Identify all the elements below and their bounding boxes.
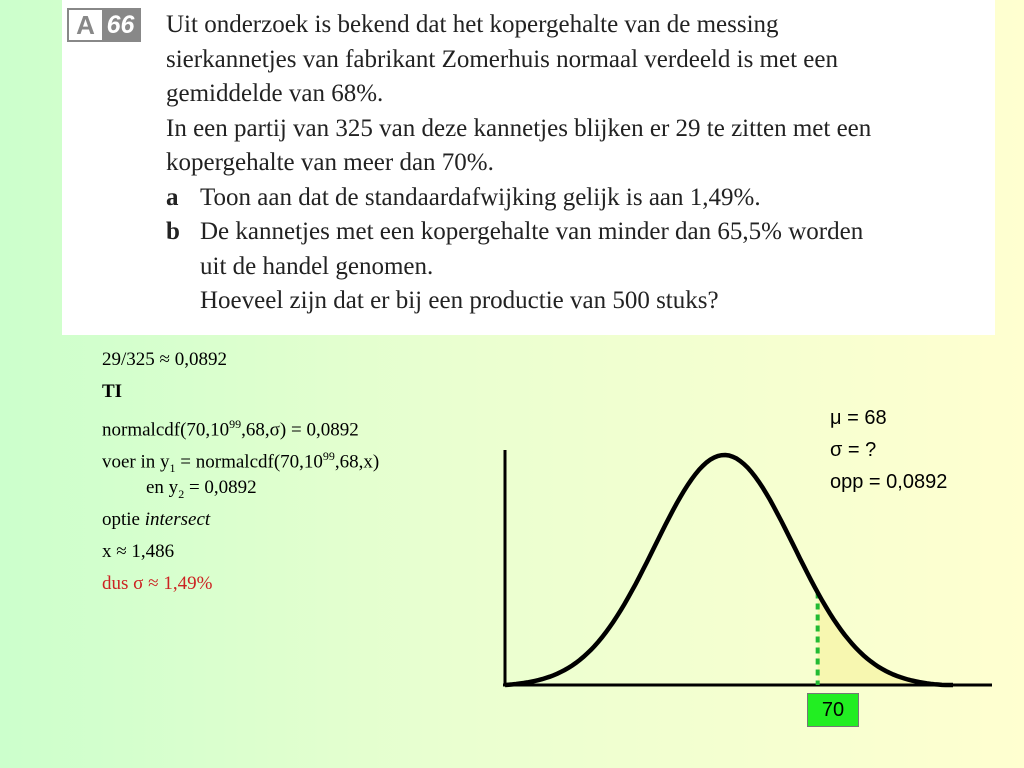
sigma-label: σ = ?: [830, 439, 877, 461]
option-line: [102, 504, 379, 536]
y2-part: en y: [146, 477, 179, 498]
y2-line: [102, 472, 379, 504]
exponent: 99: [322, 449, 335, 463]
normal-curve-graph: [495, 445, 995, 695]
y2-part: = 0,0892: [184, 477, 257, 498]
intro-line: Uit onderzoek is bekend dat het kopergehalte van de messing: [166, 11, 779, 38]
solution-steps: [102, 344, 379, 600]
part-a: [166, 181, 991, 216]
part-b-letter: b: [166, 218, 180, 245]
intro-line: kopergehalte van meer dan 70%.: [166, 149, 494, 176]
subscript: 2: [178, 486, 185, 501]
exponent: 99: [229, 417, 242, 431]
normalcdf-part: normalcdf(70,10: [102, 419, 230, 441]
normalcdf-line: [102, 408, 379, 440]
badge-letter: A: [69, 10, 102, 40]
conclusion-line: dus σ ≈ 1,49%: [102, 573, 213, 594]
part-a-letter: a: [166, 183, 179, 211]
y1-part: ,68,x): [334, 451, 380, 473]
problem-scan: [62, 0, 995, 335]
y1-line: [102, 440, 380, 476]
intro-line: gemiddelde van 68%.: [166, 80, 384, 107]
ti-heading: [102, 376, 379, 408]
option-value: intersect: [144, 509, 211, 530]
part-b-line: De kannetjes met een kopergehalte van minder dan 65,5% worden: [200, 218, 864, 245]
mu-label: μ = 68: [830, 407, 887, 429]
area-label: opp = 0,0892: [830, 471, 948, 493]
cut-value-label: 70: [807, 693, 859, 727]
ratio-line: 29/325 ≈ 0,0892: [102, 349, 227, 370]
exercise-badge: [67, 8, 141, 42]
normalcdf-part: ,68,σ) = 0,0892: [241, 419, 359, 441]
intro-line: In een partij van 325 van deze kannetjes blijken er 29 te zitten met een: [166, 114, 872, 142]
part-a-line: Toon aan dat de standaardafwijking gelijk is aan 1,49%.: [200, 183, 761, 211]
part-b-line: Hoeveel zijn dat er bij een productie van 500 stuks?: [200, 287, 719, 314]
x-result-line: x ≈ 1,486: [102, 541, 175, 562]
option-label: optie: [102, 509, 145, 530]
subscript: 1: [169, 461, 176, 476]
y1-part: = normalcdf(70,10: [175, 451, 323, 473]
badge-number: 66: [102, 10, 139, 40]
y1-part: voer in y: [102, 451, 170, 473]
part-b: [166, 215, 991, 319]
ti-label: TI: [102, 381, 123, 402]
intro-line: sierkannetjes van fabrikant Zomerhuis normaal verdeeld is met een: [166, 45, 838, 73]
part-b-line: uit de handel genomen.: [200, 252, 434, 280]
bell-curve: [505, 455, 953, 685]
problem-text: [166, 8, 991, 319]
